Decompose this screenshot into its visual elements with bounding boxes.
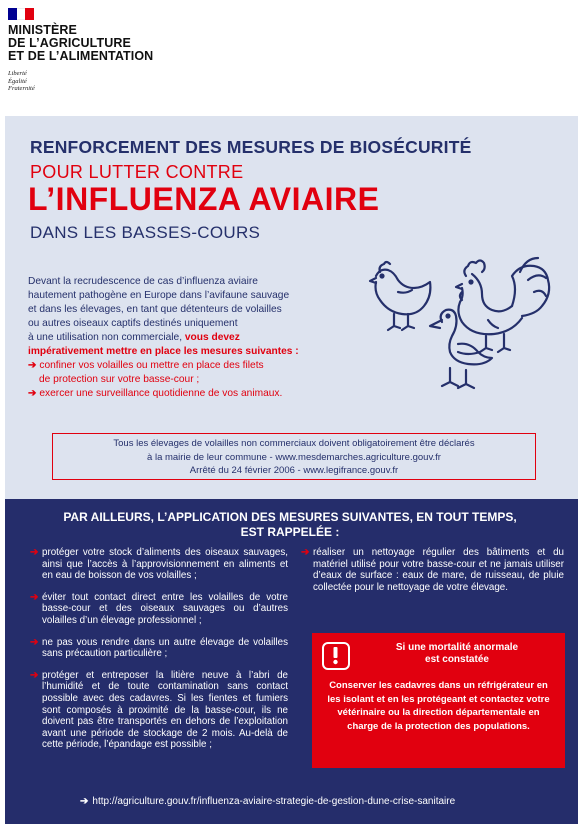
ministry-line-3: ET DE L’ALIMENTATION [8, 49, 154, 63]
poultry-illustration [358, 240, 563, 400]
hen-illustration [370, 262, 430, 330]
bullet-text-continued: de protection sur votre basse-cour ; [39, 374, 200, 385]
alert-heading-line-2: est constatée [425, 654, 489, 665]
measures-title-line-2: EST RAPPELÉE : [240, 524, 340, 539]
mortality-alert [312, 633, 565, 768]
motto-egalite: Égalité [8, 77, 27, 85]
title-line-1: RENFORCEMENT DES MESURES DE BIOSÉCURITÉ [30, 137, 472, 157]
measures-title-line-1: PAR AILLEURS, L’APPLICATION DES MESURES SUIVANTES, EN TOUT TEMPS, [63, 510, 517, 524]
bullet-text: confiner vos volailles ou mettre en place des filets [39, 360, 264, 371]
republic-flag-icon [8, 8, 34, 20]
footer-link[interactable]: http://agriculture.gouv.fr/influenza-aviaire-strategie-de-gestion-dune-crise-sanitaire [92, 796, 456, 807]
list-item-text: protéger votre stock d’aliments des oiseaux sauvages, ainsi que l’accès à l’approvisionnement en aliments et en eau de boisson de vos volailles ; [42, 547, 288, 582]
list-item-text: ne pas vous rendre dans un autre élevage de volailles sans précaution particulière ; [42, 636, 288, 660]
list-item [30, 670, 288, 751]
intro-line: hautement pathogène en Europe dans l’avifaune sauvage [28, 290, 290, 301]
notice-line-3: Arrêté du 24 février 2006 - www.legifrance.gouv.fr [189, 465, 399, 476]
measures-right-column [301, 547, 564, 593]
intro-emphasis: impérativement mettre en place les mesures suivantes : [28, 346, 299, 357]
intro-line [28, 331, 358, 345]
list-item [30, 637, 288, 660]
intro-text-part: à une utilisation non commerciale, [28, 332, 185, 343]
rooster-illustration [456, 258, 549, 352]
title-main: L’INFLUENZA AVIAIRE [28, 181, 380, 217]
list-item [30, 592, 288, 627]
registration-notice [52, 433, 536, 480]
notice-line-2: à la mairie de leur commune - www.mesdemarches.agriculture.gouv.fr [147, 451, 441, 463]
alert-body: Conserver les cadavres dans un réfrigérateur en les isolant et en les protégeant et contactez votre vétérinaire ou la direction départementale en charge de la protection des populations. [327, 680, 550, 732]
republic-motto [8, 70, 35, 93]
title-line-2: POUR LUTTER CONTRE [30, 162, 244, 182]
bullet-text: exercer une surveillance quotidienne de vos animaux. [39, 388, 283, 399]
arrow-right-icon: ➔ [30, 669, 39, 681]
list-item-text: éviter tout contact direct entre les volailles de votre basse-cour et des oiseaux sauvages ou d’autres volailles d’un élevage professionnel ; [42, 591, 288, 626]
arrow-right-icon: ➔ [30, 636, 39, 648]
arrow-right-icon: ➔ [30, 547, 39, 558]
footer-link-row [80, 796, 540, 807]
arrow-right-icon: ➔ [28, 360, 40, 371]
intro-line: Devant la recrudescence de cas d’influenza aviaire [28, 276, 258, 287]
list-item-text: protéger et entreposer la litière neuve à l’abri de l’humidité et de toute contamination sans contact possible avec des cadavres. Si les fientes et fumiers sont composés à proximité de la basse-cour, ils ne doivent pas être transportés en dehors de l’exploitation avant une période de stockage de 2 mois. Au-delà de cette période, l’épandage est possible ; [42, 669, 288, 751]
alert-heading-line-1: Si une mortalité anormale [395, 642, 519, 653]
intro-bullet-2 [28, 387, 358, 401]
alert-heading [357, 642, 557, 666]
arrow-right-icon: ➔ [301, 547, 310, 558]
exclamation-icon [322, 642, 350, 670]
notice-line-1: Tous les élevages de volailles non commerciaux doivent obligatoirement être déclarés [113, 438, 475, 449]
intro-line: ou autres oiseaux captifs destinés uniquement [28, 318, 238, 329]
list-item [30, 547, 288, 582]
intro-emphasis: vous devez [184, 332, 240, 343]
ministry-line-1: MINISTÈRE [8, 23, 77, 37]
intro-bullet-1 [28, 359, 358, 373]
list-item [301, 547, 564, 593]
header [0, 0, 582, 115]
intro-line: et dans les élevages, en tant que détenteurs de volailles [28, 304, 282, 315]
arrow-right-icon: ➔ [80, 796, 89, 807]
measures-title [30, 510, 550, 539]
measures-left-column [30, 547, 288, 761]
ministry-name [8, 24, 153, 63]
intro-text [28, 275, 358, 401]
arrow-right-icon: ➔ [28, 388, 40, 399]
motto-liberte: Liberté [8, 70, 27, 77]
list-item-text: réaliser un nettoyage régulier des bâtiments et du matériel utilisé pour votre basse-cour et ne jamais utiliser d’eaux de surface : eaux de mare, de ruisseau, de pluie collectée pour le nettoyage de votre élevage. [313, 547, 564, 593]
motto-fraternite: Fraternité [8, 85, 35, 92]
arrow-right-icon: ➔ [30, 591, 39, 603]
title-line-4: DANS LES BASSES-COURS [30, 223, 261, 242]
ministry-line-2: DE L’AGRICULTURE [8, 36, 131, 50]
